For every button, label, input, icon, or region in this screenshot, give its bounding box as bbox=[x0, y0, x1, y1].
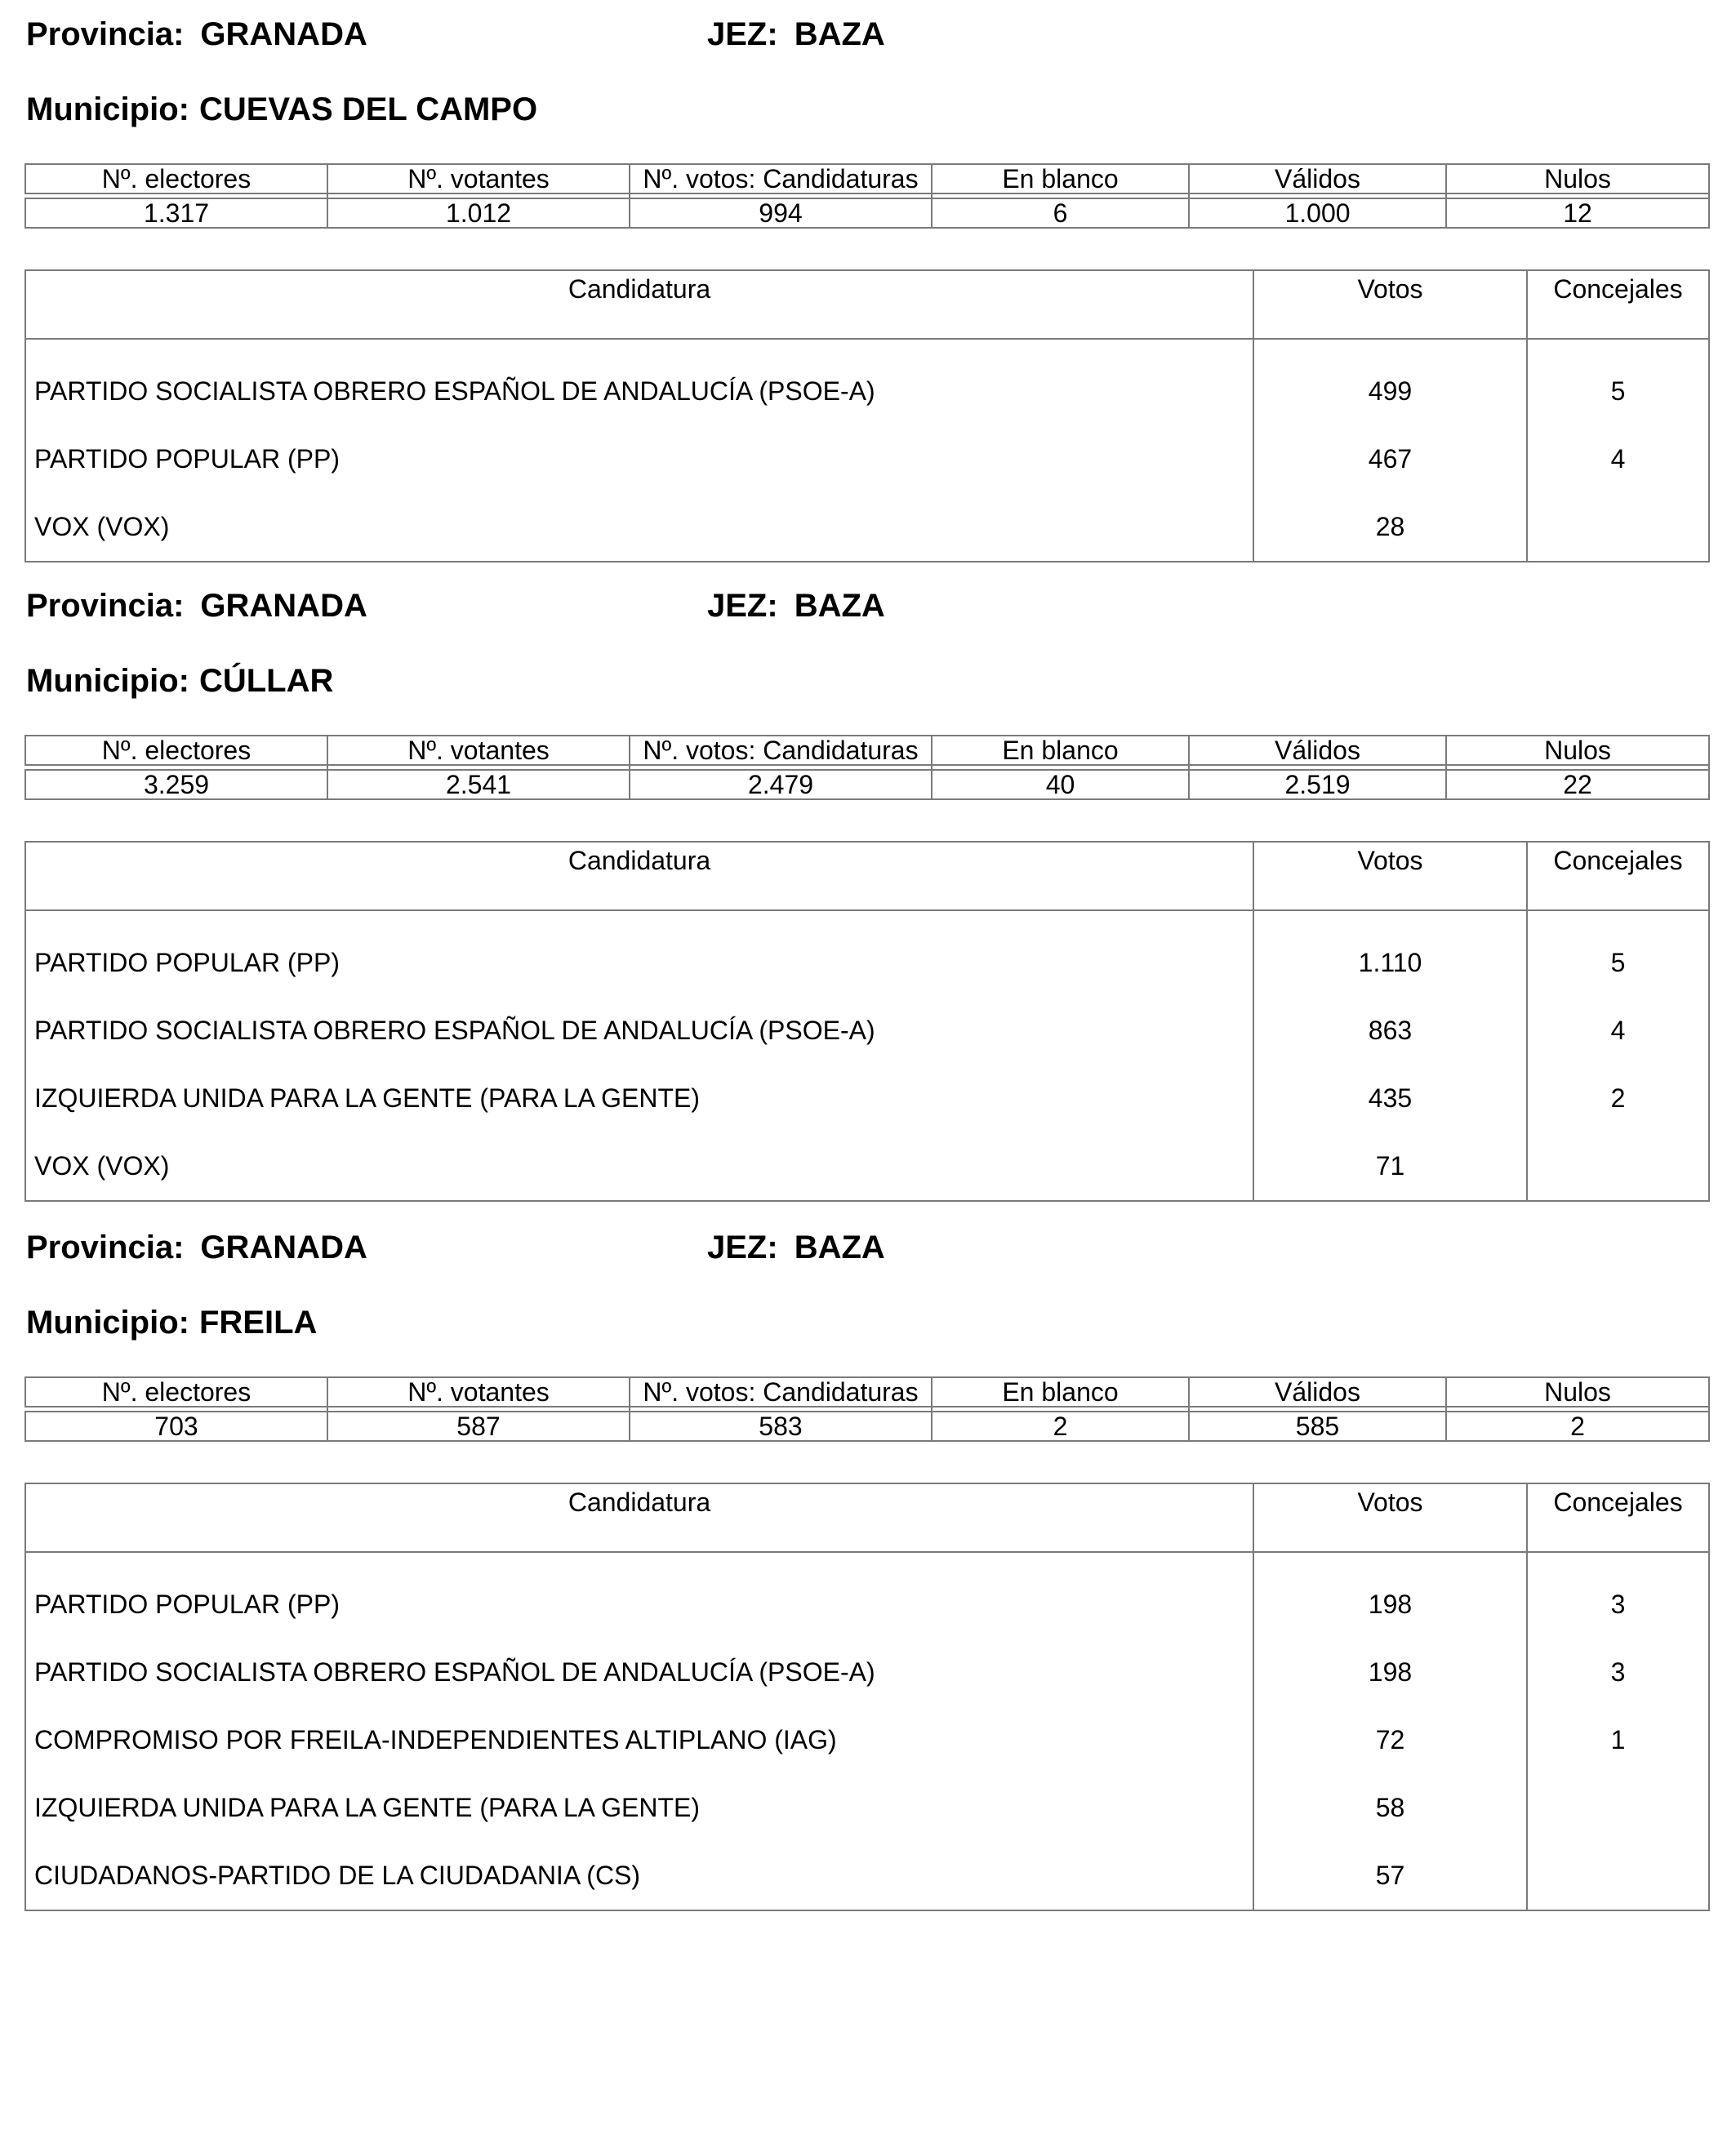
summary-value-cell: 2 bbox=[1446, 1412, 1709, 1441]
party-votos: 71 bbox=[1253, 1132, 1527, 1201]
party-votos: 435 bbox=[1253, 1065, 1527, 1132]
party-votos: 1.110 bbox=[1253, 910, 1527, 997]
jez-header bbox=[707, 586, 885, 625]
candidaturas-header-cell: Votos bbox=[1253, 842, 1527, 910]
party-votos: 499 bbox=[1253, 339, 1527, 425]
candidaturas-header-cell: Concejales bbox=[1527, 1483, 1709, 1552]
provincia-header bbox=[26, 1228, 367, 1267]
candidaturas-header-row bbox=[25, 270, 1709, 339]
party-row bbox=[25, 339, 1709, 425]
municipio-label: Municipio: bbox=[26, 663, 189, 699]
candidaturas-header-cell: Candidatura bbox=[25, 842, 1253, 910]
party-row bbox=[25, 1552, 1709, 1639]
candidaturas-header-cell: Concejales bbox=[1527, 842, 1709, 910]
party-votos: 72 bbox=[1253, 1706, 1527, 1774]
candidaturas-header-cell: Votos bbox=[1253, 270, 1527, 339]
party-name: PARTIDO POPULAR (PP) bbox=[25, 1552, 1253, 1639]
summary-value-cell: 703 bbox=[25, 1412, 327, 1441]
summary-value-cell: 1.317 bbox=[25, 198, 327, 228]
summary-value-cell: 6 bbox=[932, 198, 1189, 228]
party-concejales: 4 bbox=[1527, 425, 1709, 493]
jez-header bbox=[707, 1228, 885, 1267]
summary-header-cell: Nº. votos: Candidaturas bbox=[630, 164, 932, 193]
party-votos: 58 bbox=[1253, 1774, 1527, 1842]
party-votos: 863 bbox=[1253, 997, 1527, 1065]
candidaturas-header-row bbox=[25, 842, 1709, 910]
jez-value: BAZA bbox=[794, 588, 885, 624]
party-votos: 198 bbox=[1253, 1639, 1527, 1706]
municipio-header bbox=[26, 661, 333, 700]
jez-label: JEZ: bbox=[707, 1230, 778, 1265]
candidaturas-table bbox=[24, 1483, 1710, 1911]
candidaturas-header-cell: Concejales bbox=[1527, 270, 1709, 339]
party-name: VOX (VOX) bbox=[25, 1132, 1253, 1201]
party-concejales: 5 bbox=[1527, 910, 1709, 997]
summary-value-row bbox=[25, 770, 1709, 799]
party-concejales: 3 bbox=[1527, 1639, 1709, 1706]
summary-value-cell: 1.012 bbox=[327, 198, 630, 228]
jez-value: BAZA bbox=[794, 16, 885, 52]
provincia-value: GRANADA bbox=[200, 588, 367, 624]
summary-value-cell: 2.519 bbox=[1189, 770, 1446, 799]
municipality-block bbox=[0, 1213, 1736, 1890]
municipio-value: FREILA bbox=[198, 1305, 318, 1341]
summary-value-cell: 22 bbox=[1446, 770, 1709, 799]
candidaturas-header-cell: Candidatura bbox=[25, 1483, 1253, 1552]
party-name: COMPROMISO POR FREILA-INDEPENDIENTES ALTIPLANO (IAG) bbox=[25, 1706, 1253, 1774]
party-row bbox=[25, 425, 1709, 493]
summary-value-cell: 585 bbox=[1189, 1412, 1446, 1441]
party-name: PARTIDO SOCIALISTA OBRERO ESPAÑOL DE ANDALUCÍA (PSOE-A) bbox=[25, 339, 1253, 425]
municipality-block bbox=[0, 571, 1736, 1212]
party-votos: 467 bbox=[1253, 425, 1527, 493]
candidaturas-header-cell: Votos bbox=[1253, 1483, 1527, 1552]
jez-label: JEZ: bbox=[707, 588, 778, 624]
candidaturas-table bbox=[24, 841, 1710, 1202]
summary-value-cell: 2.479 bbox=[630, 770, 932, 799]
party-concejales: 4 bbox=[1527, 997, 1709, 1065]
summary-header-cell: Nº. votos: Candidaturas bbox=[630, 736, 932, 765]
jez-label: JEZ: bbox=[707, 16, 778, 52]
party-name: PARTIDO POPULAR (PP) bbox=[25, 425, 1253, 493]
party-concejales bbox=[1527, 1774, 1709, 1842]
summary-value-cell: 12 bbox=[1446, 198, 1709, 228]
summary-header-cell: Válidos bbox=[1189, 736, 1446, 765]
summary-header-cell: Nº. electores bbox=[25, 736, 327, 765]
party-name: VOX (VOX) bbox=[25, 493, 1253, 562]
provincia-header bbox=[26, 15, 367, 54]
summary-header-cell: Válidos bbox=[1189, 164, 1446, 193]
municipality-block bbox=[0, 0, 1736, 641]
summary-header-cell: Válidos bbox=[1189, 1377, 1446, 1407]
party-name: PARTIDO SOCIALISTA OBRERO ESPAÑOL DE ANDALUCÍA (PSOE-A) bbox=[25, 1639, 1253, 1706]
provincia-label: Provincia: bbox=[26, 16, 185, 52]
jez-value: BAZA bbox=[794, 1230, 885, 1265]
summary-header-cell: Nulos bbox=[1446, 736, 1709, 765]
party-name: PARTIDO SOCIALISTA OBRERO ESPAÑOL DE ANDALUCÍA (PSOE-A) bbox=[25, 997, 1253, 1065]
party-row bbox=[25, 1132, 1709, 1201]
summary-value-cell: 40 bbox=[932, 770, 1189, 799]
summary-value-cell: 2 bbox=[932, 1412, 1189, 1441]
party-row bbox=[25, 1065, 1709, 1132]
municipio-value: CUEVAS DEL CAMPO bbox=[198, 91, 538, 127]
provincia-value: GRANADA bbox=[200, 1230, 367, 1265]
provincia-header bbox=[26, 586, 367, 625]
summary-value-row bbox=[25, 1412, 1709, 1441]
summary-value-row bbox=[25, 198, 1709, 228]
summary-header-cell: Nº. votos: Candidaturas bbox=[630, 1377, 932, 1407]
summary-table bbox=[24, 735, 1710, 800]
municipio-value: CÚLLAR bbox=[198, 663, 334, 699]
summary-table bbox=[24, 1376, 1710, 1442]
provincia-value: GRANADA bbox=[200, 16, 367, 52]
party-concejales: 2 bbox=[1527, 1065, 1709, 1132]
summary-header-row bbox=[25, 164, 1709, 193]
summary-value-cell: 587 bbox=[327, 1412, 630, 1441]
jez-header bbox=[707, 15, 885, 54]
party-votos: 198 bbox=[1253, 1552, 1527, 1639]
party-concejales: 3 bbox=[1527, 1552, 1709, 1639]
party-concejales: 1 bbox=[1527, 1706, 1709, 1774]
summary-header-row bbox=[25, 736, 1709, 765]
summary-header-cell: En blanco bbox=[932, 164, 1189, 193]
party-votos: 28 bbox=[1253, 493, 1527, 562]
party-row bbox=[25, 910, 1709, 997]
party-row bbox=[25, 1774, 1709, 1842]
party-concejales bbox=[1527, 1132, 1709, 1201]
municipio-header bbox=[26, 1303, 317, 1342]
summary-value-cell: 994 bbox=[630, 198, 932, 228]
candidaturas-header-row bbox=[25, 1483, 1709, 1552]
party-row bbox=[25, 493, 1709, 562]
summary-header-cell: Nulos bbox=[1446, 1377, 1709, 1407]
summary-header-cell: Nº. electores bbox=[25, 1377, 327, 1407]
party-name: CIUDADANOS-PARTIDO DE LA CIUDADANIA (CS) bbox=[25, 1842, 1253, 1910]
summary-header-cell: En blanco bbox=[932, 1377, 1189, 1407]
party-row bbox=[25, 1842, 1709, 1910]
party-name: IZQUIERDA UNIDA PARA LA GENTE (PARA LA GENTE) bbox=[25, 1065, 1253, 1132]
party-votos: 57 bbox=[1253, 1842, 1527, 1910]
candidaturas-table bbox=[24, 269, 1710, 563]
summary-header-cell: Nº. votantes bbox=[327, 736, 630, 765]
municipio-header bbox=[26, 90, 537, 129]
summary-value-cell: 3.259 bbox=[25, 770, 327, 799]
provincia-label: Provincia: bbox=[26, 588, 185, 624]
party-concejales bbox=[1527, 493, 1709, 562]
candidaturas-header-cell: Candidatura bbox=[25, 270, 1253, 339]
summary-value-cell: 583 bbox=[630, 1412, 932, 1441]
summary-header-cell: Nº. electores bbox=[25, 164, 327, 193]
party-row bbox=[25, 997, 1709, 1065]
summary-header-cell: En blanco bbox=[932, 736, 1189, 765]
municipio-label: Municipio: bbox=[26, 91, 189, 127]
party-concejales: 5 bbox=[1527, 339, 1709, 425]
summary-value-cell: 1.000 bbox=[1189, 198, 1446, 228]
party-row bbox=[25, 1706, 1709, 1774]
party-name: PARTIDO POPULAR (PP) bbox=[25, 910, 1253, 997]
summary-header-cell: Nº. votantes bbox=[327, 164, 630, 193]
municipio-label: Municipio: bbox=[26, 1305, 189, 1341]
party-row bbox=[25, 1639, 1709, 1706]
party-name: IZQUIERDA UNIDA PARA LA GENTE (PARA LA GENTE) bbox=[25, 1774, 1253, 1842]
provincia-label: Provincia: bbox=[26, 1230, 185, 1265]
party-concejales bbox=[1527, 1842, 1709, 1910]
summary-header-cell: Nulos bbox=[1446, 164, 1709, 193]
summary-header-cell: Nº. votantes bbox=[327, 1377, 630, 1407]
summary-table bbox=[24, 163, 1710, 229]
summary-header-row bbox=[25, 1377, 1709, 1407]
summary-value-cell: 2.541 bbox=[327, 770, 630, 799]
